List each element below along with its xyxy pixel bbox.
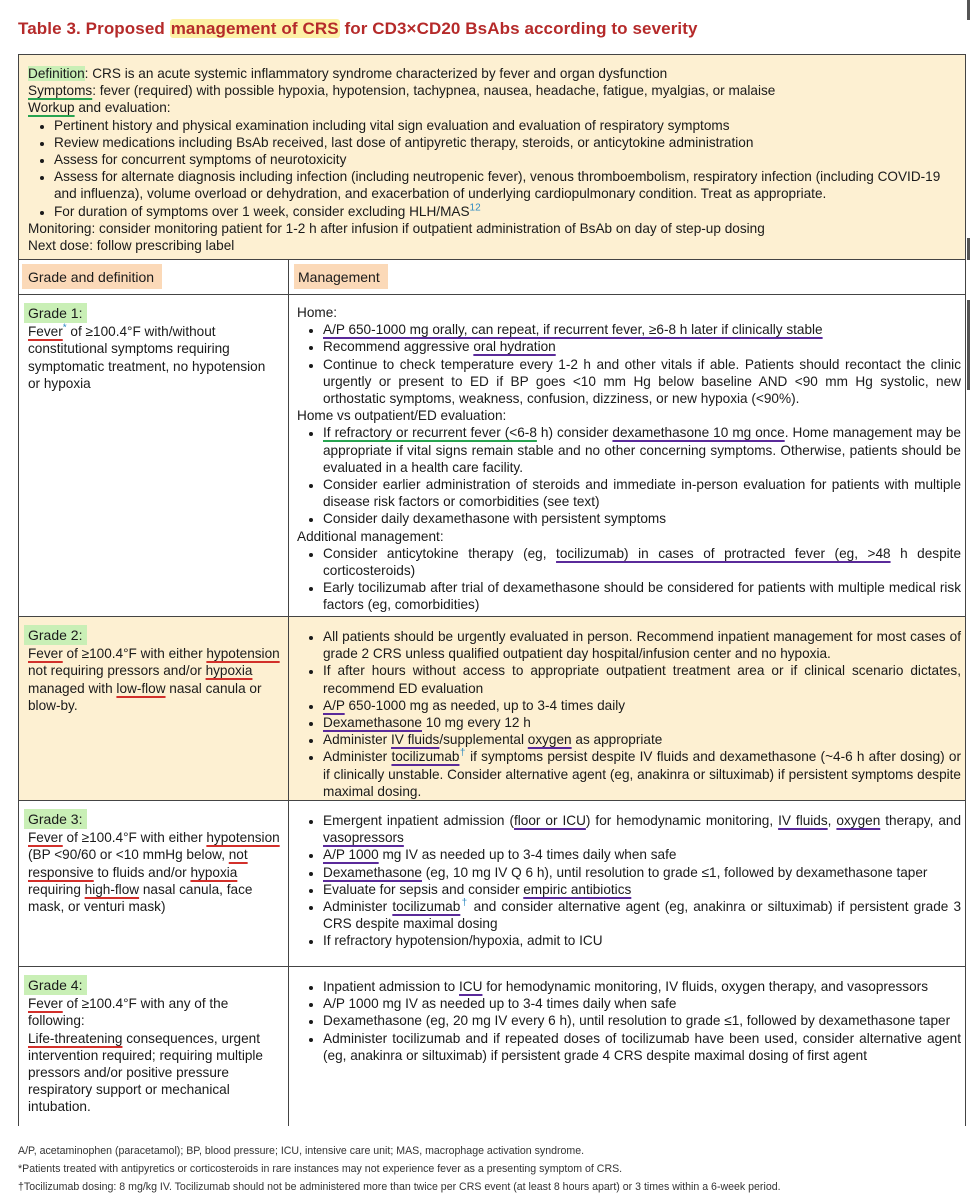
list-item [323,338,961,355]
grade-4-definition-cell [19,967,289,1126]
grade-3-list [297,812,961,950]
home-list [297,321,961,407]
grade-4-icu: ICU [459,979,483,994]
grade-4-def-a: of ≥100.4°F with any of the following: [28,996,229,1029]
grade-3-hypoxia: hypoxia [190,864,238,880]
list-item: • Assess for concurrent symptoms of neurotoxicity [54,151,956,168]
footnote-abbreviations: A/P, acetaminophen (paracetamol); BP, blood pressure; ICU, intensive care unit; MAS, macrophage activation syndrome. [18,1145,585,1157]
grade-2-dex-rest: 10 mg every 12 h [422,715,531,731]
title-highlight: management of CRS [170,19,339,38]
grade-1-row [19,295,965,617]
symptoms-text: : fever (required) with possible hypoxia, hypotension, tachypnea, nausea, headache, fatigue, myalgias, or malaise [92,83,776,99]
grade-2-fluids-b: /supplemental [439,732,528,748]
add-text-c: h despite corticosteroids) [323,545,962,579]
additional-list [297,545,961,614]
list-item [323,881,961,898]
eval-dexamethasone: dexamethasone 10 mg once [612,425,785,441]
list-item: • Consider daily dexamethasone with persistent symptoms [323,510,961,527]
grade-2-definition [28,625,280,714]
list-item [323,697,961,714]
grade-3-tocilizumab: tocilizumab [392,899,461,915]
add-tocilizumab: tocilizumab) in cases of protracted fever (eg, >48 [556,545,891,561]
grade-2-ap-rest: 650-1000 mg as needed, up to 3-4 times daily [344,697,626,713]
grade-2-fluids-a: Administer [323,732,391,748]
grade-3-def-e: nasal canula, face mask, or venturi mask) [28,881,253,915]
list-item: • If after hours without access to appropriate outpatient treatment area or if clinical scenario dictates, recommend ED evaluation [323,662,961,696]
grade-1-management [297,304,961,614]
eval-text-b: h) consider [536,425,613,441]
monitoring-line: Monitoring: consider monitoring patient for 1-2 h after infusion if outpatient administration of BsAb on day of step-up dosing [28,220,765,236]
eval-label: Home vs outpatient/ED evaluation: [297,408,507,424]
grade-3-definition-text [28,829,280,915]
list-item: • Pertinent history and physical examination including vital sign evaluation and evaluation of respiratory symptoms [54,117,956,134]
list-item [323,714,961,731]
grade-3-item0-b: ) for hemodynamic monitoring, [585,813,779,828]
grade-1-definition-text [28,323,280,392]
grade-2-def-c: managed with [28,680,117,696]
list-item [323,812,961,846]
grade-2-fever: Fever [28,646,63,662]
grade-2-label-line [28,625,280,645]
grade-2-toci-b: if symptoms persist despite IV fluids and dexamethasone (~4-6 h after dosing) or if clinically unstable. Consider alternative agent (eg, anakinra or siltuximab) if persistent symptoms despite maximal dosing. [323,749,962,799]
grade-2-ap: A/P [323,697,345,713]
grade-2-hypoxia: hypoxia [205,663,253,679]
home-label: Home: [297,305,338,320]
header-row [19,260,965,295]
list-item [323,898,961,932]
grade-3-item0-d: therapy, and [880,813,962,828]
grade-2-def-d: nasal canula or blow-by. [28,680,262,713]
list-item: • Early tocilizumab after trial of dexamethasone should be considered for patients with multiple medical risk factors (eg, comorbidities) [323,579,961,613]
grade-3-vasopressors: vasopressors [323,830,404,846]
header-grade-definition: Grade and definition [22,264,162,289]
crs-management-table [18,54,966,1126]
definition-body [28,65,956,254]
grade-3-dex: Dexamethasone [323,864,422,880]
grade-1-management-cell [289,295,965,616]
grade-4-row [19,967,965,1126]
grade-4-management-cell [289,967,965,1126]
list-item [323,424,961,476]
list-item: • If refractory hypotension/hypoxia, admit to ICU [323,932,961,949]
definition-text: : CRS is an acute systemic inflammatory syndrome characterized by fever and organ dysfunction [84,66,668,81]
grade-3-hypotension: hypotension [206,830,280,846]
definition-label: Definition [28,66,85,81]
grade-3-floor-icu: floor or ICU [514,813,586,828]
grade-3-item0-c: , [827,813,837,828]
header-right-cell [289,260,965,294]
grade-4-def-b: consequences, urgent intervention required; requiring multiple pressors and/or positive pressure respiratory support or mechanical intubation. [28,1030,263,1115]
workup-text: and evaluation: [74,100,171,116]
home-item-hydration-pre: Recommend aggressive [323,339,474,355]
eval-refractory: If refractory or recurrent fever (<6-8 [323,425,537,441]
grade-4-life-threatening: Life-threatening [28,1030,123,1046]
list-item: • Consider earlier administration of steroids and immediate in-person evaluation for patients with multiple disease risk factors or comorbidities (see text) [323,476,961,510]
grade-1-definition [28,303,280,392]
grade-2-label: Grade 2: [24,625,87,645]
list-item [323,545,961,579]
list-item: • All patients should be urgently evaluated in person. Recommend inpatient management for most cases of grade 2 CRS unless qualified outpatient day hospital/infusion center and no hypoxia. [323,628,961,662]
grade-2-lowflow: low-flow [116,680,166,696]
grade-3-ap-rest: mg IV as needed up to 3-4 times daily when safe [378,847,677,863]
list-item: • Dexamethasone (eg, 20 mg IV every 6 h), until resolution to grade ≤1, followed by dexamethasone taper [323,1012,961,1029]
list-item [323,864,961,881]
grade-2-oxygen: oxygen [527,732,572,748]
grade-2-dex: Dexamethasone [323,715,422,731]
symptoms-label: Symptoms [28,83,93,99]
grade-4-item0-a: Inpatient admission to [323,979,460,994]
grade-1-definition-cell [19,295,289,616]
list-item [323,731,961,748]
grade-4-definition-text [28,995,280,1029]
next-dose-line: Next dose: follow prescribing label [28,238,235,254]
footnote-fever: *Patients treated with antipyretics or corticosteroids in rare instances may not experience fever as a presenting symptom of CRS. [18,1163,623,1175]
list-item: • Continue to check temperature every 1-2 h and other vitals if able. Patients should recontact the clinic urgently or present to ED if BP goes <10 mm Hg below baseline AND <90 mm Hg systolic, new orthostatic symptoms, weakness, confusion, dizziness, or new hypoxia (<90%). [323,356,961,408]
grade-4-item0-b: for hemodynamic monitoring, IV fluids, oxygen therapy, and vasopressors [482,979,928,994]
fever-footnote-mark[interactable]: * [62,322,67,334]
grade-1-fever: Fever [28,324,63,340]
grade-3-definition-cell [19,801,289,966]
grade-3-dex-rest: (eg, 10 mg IV Q 6 h), until resolution to grade ≤1, followed by dexamethasone taper [422,864,928,880]
dagger-footnote-mark[interactable]: † [460,897,469,909]
grade-4-fever: Fever [28,996,63,1012]
list-item [323,321,961,338]
grade-3-highflow: high-flow [84,881,140,897]
grade-3-ap: A/P 1000 [323,847,379,863]
grade-3-item0-a: Emergent inpatient admission ( [323,813,514,828]
workup-line [28,99,956,116]
list-item: • A/P 1000 mg IV as needed up to 3-4 times daily when safe [323,995,961,1012]
workup-label: Workup [28,100,75,116]
grade-2-tocilizumab: tocilizumab [391,749,460,765]
grade-3-management-cell [289,801,965,966]
grade-3-antibiotics: empiric antibiotics [523,881,632,897]
grade-2-toci-a: Administer [323,749,392,765]
grade-3-management [297,812,961,950]
grade-3-def-b: (BP <90/60 or <10 mmHg below, [28,847,229,863]
grade-4-list [297,978,961,1064]
grade-1-label-line [28,303,280,323]
grade-3-iv-fluids: IV fluids [778,813,828,828]
grade-3-toci-b: and consider alternative agent (eg, anakinra or siltuximab) if persistent grade 3 CRS despite maximal dosing [323,899,962,932]
header-management: Management [294,264,388,289]
dagger-footnote-mark[interactable]: † [459,747,466,759]
grade-3-def-d: requiring [28,881,85,897]
title-part2: for CD3×CD20 BsAbs according to severity [339,19,698,38]
grade-2-iv-fluids: IV fluids [391,732,440,748]
list-item [323,978,961,995]
workup-list [28,117,956,220]
grade-3-fever: Fever [28,830,63,846]
grade-2-def-a: of ≥100.4°F with either [62,646,207,662]
eval-list [297,424,961,527]
home-item-hydration: oral hydration [473,339,556,355]
add-text-a: Consider anticytokine therapy (eg, [323,545,557,561]
grade-2-definition-cell [19,617,289,800]
grade-3-row [19,801,965,967]
header-left-cell [19,260,289,294]
grade-2-management [297,628,961,800]
grade-2-list [297,628,961,800]
home-item-ap: A/P 650-1000 mg orally, can repeat, if recurrent fever, ≥6-8 h later if clinically stable [323,322,823,338]
additional-label: Additional management: [297,528,444,544]
grade-4-definition [28,975,280,1116]
grade-2-management-cell [289,617,965,800]
list-item: • Assess for alternate diagnosis including infection (including neutropenic fever), venous thromboembolism, respiratory infection (including COVID-19 and influenza), volume overload or dehydration, and exacerbation of underlying cardiopulmonary condition. Treat as appropriate. [54,168,956,202]
hlh-reference[interactable]: 12 [469,202,481,214]
list-item [323,748,961,800]
grade-3-toci-a: Administer [323,899,393,915]
eval-text-d: . Home management may be appropriate if vital signs remain stable and no other concerning symptoms. Otherwise, patients should be evaluated in a health care facility. [323,425,961,475]
grade-2-hypotension: hypotension [206,646,280,662]
list-item [323,846,961,863]
table-title [18,19,698,39]
definition-section [19,55,965,260]
definition-line [28,65,956,82]
symptoms-line [28,82,956,99]
grade-3-def-c: to fluids and/or [93,864,191,880]
grade-1-def-rest: of ≥100.4°F with/without constitutional symptoms requiring symptomatic treatment, no hypotension or hypoxia [28,324,266,391]
list-item [54,203,956,220]
grade-3-def-a: of ≥100.4°F with either [62,830,207,846]
grade-3-label: Grade 3: [24,809,87,829]
grade-3-sepsis-a: Evaluate for sepsis and consider [323,881,524,897]
footnote-tocilizumab: †Tocilizumab dosing: 8 mg/kg IV. Tocilizumab should not be administered more than twice per CRS event (at least 8 hours apart) or 3 times within a 6-week period. [18,1181,781,1193]
grade-2-fluids-c: as appropriate [571,732,663,748]
grade-3-not-responsive: not responsive [28,847,248,880]
title-part1: Table 3. Proposed [18,19,170,38]
grade-4-label: Grade 4: [24,975,87,995]
grade-1-label: Grade 1: [24,303,87,323]
grade-4-definition-text-2 [28,1030,280,1116]
grade-4-label-line [28,975,280,995]
grade-3-label-line [28,809,280,829]
grade-2-def-b: not requiring pressors and/or [28,663,206,679]
grade-3-oxygen: oxygen [836,813,881,828]
list-item: • Administer tocilizumab and if repeated doses of tocilizumab have been used, consider alternative agent (eg, anakinra or siltuximab) if persistent grade 4 CRS despite maximal dosing of first agent [323,1030,961,1064]
grade-2-row [19,617,965,801]
grade-4-management [297,978,961,1064]
list-item: • Review medications including BsAb received, last dose of antipyretic therapy, steroids, or anticytokine administration [54,134,956,151]
hlh-text: For duration of symptoms over 1 week, consider excluding HLH/MAS [54,203,470,219]
grade-3-definition [28,809,280,915]
grade-2-definition-text [28,645,280,714]
